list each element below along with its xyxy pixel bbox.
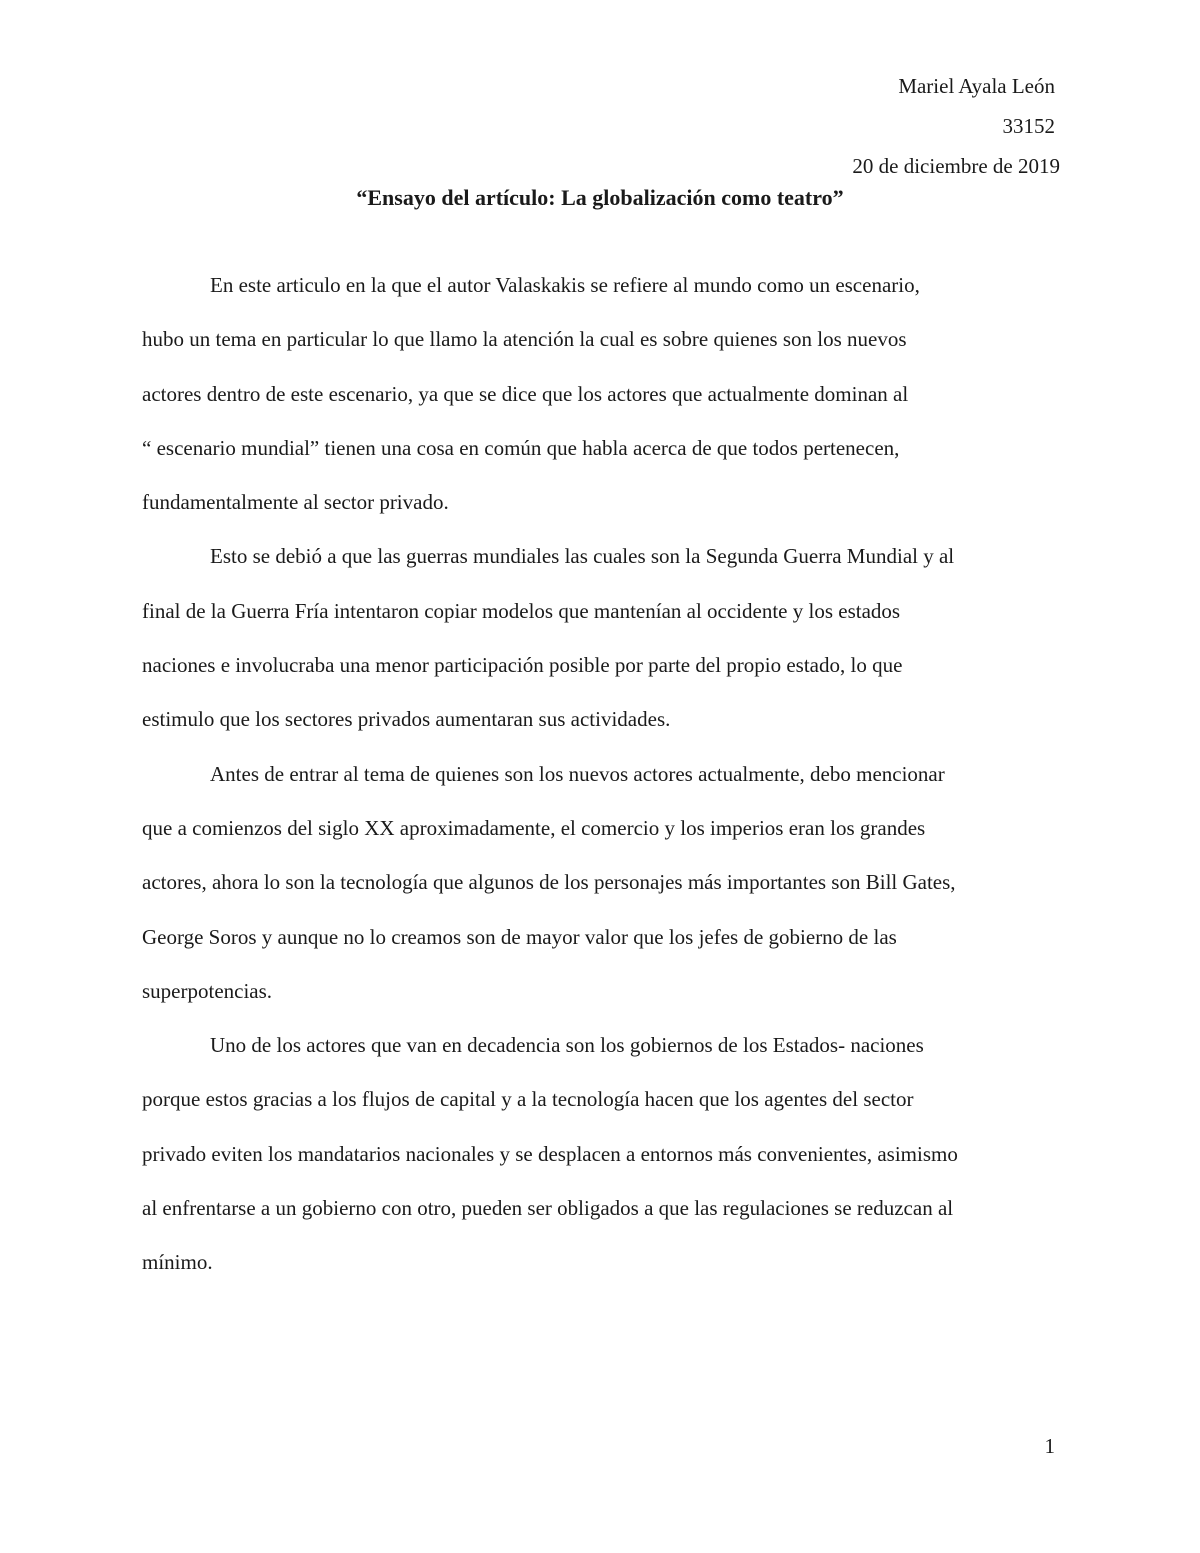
- essay-title: “Ensayo del artículo: La globalización como teatro”: [356, 185, 844, 210]
- paragraph: [142, 1018, 1060, 1289]
- document-date: 20 de diciembre de 2019: [852, 154, 1060, 178]
- paragraph-line: privado eviten los mandatarios nacionales y se desplacen a entornos más convenientes, asimismo: [142, 1141, 958, 1166]
- paragraph-line: Esto se debió a que las guerras mundiales las cuales son la Segunda Guerra Mundial y al: [210, 544, 955, 569]
- paragraph-line: que a comienzos del siglo XX aproximadamente, el comercio y los imperios eran los grandes: [142, 815, 926, 840]
- paragraph-line: naciones e involucraba una menor participación posible por parte del propio estado, lo que: [142, 653, 903, 678]
- paragraph-line: estimulo que los sectores privados aumentaran sus actividades.: [142, 707, 671, 732]
- paragraph: [142, 747, 1060, 1018]
- paragraph-line: hubo un tema en particular lo que llamo la atención la cual es sobre quienes son los nuevos: [142, 327, 907, 352]
- paragraph-line: superpotencias.: [142, 978, 273, 1003]
- paragraph-line: fundamentalmente al sector privado.: [142, 490, 449, 515]
- paragraph-line: “ escenario mundial” tienen una cosa en común que habla acerca de que todos pertenecen,: [142, 435, 900, 460]
- paragraph-line: mínimo.: [142, 1250, 213, 1275]
- paragraph-line: George Soros y aunque no lo creamos son de mayor valor que los jefes de gobierno de las: [142, 924, 897, 949]
- paragraph-line: Uno de los actores que van en decadencia son los gobiernos de los Estados- naciones: [210, 1033, 924, 1058]
- author-name: Mariel Ayala León: [898, 74, 1055, 98]
- paragraph-line: al enfrentarse a un gobierno con otro, pueden ser obligados a que las regulaciones se reduzcan al: [142, 1196, 954, 1221]
- paragraph-line: Antes de entrar al tema de quienes son los nuevos actores actualmente, debo mencionar: [210, 761, 945, 786]
- paragraph: [142, 258, 1060, 529]
- paragraph-line: actores, ahora lo son la tecnología que algunos de los personajes más importantes son Bill Gates,: [142, 870, 956, 895]
- student-id: 33152: [1002, 114, 1055, 138]
- paragraph-line: En este articulo en la que el autor Valaskakis se refiere al mundo como un escenario,: [210, 273, 920, 297]
- page-number: 1: [1044, 1434, 1055, 1458]
- paragraph-line: porque estos gracias a los flujos de capital y a la tecnología hacen que los agentes del sector: [142, 1087, 914, 1112]
- paragraph: [142, 529, 1060, 746]
- paragraph-line: actores dentro de este escenario, ya que se dice que los actores que actualmente dominan al: [142, 381, 909, 406]
- essay-body: [142, 258, 1060, 1290]
- paragraph-line: final de la Guerra Fría intentaron copiar modelos que mantenían al occidente y los estados: [142, 598, 901, 623]
